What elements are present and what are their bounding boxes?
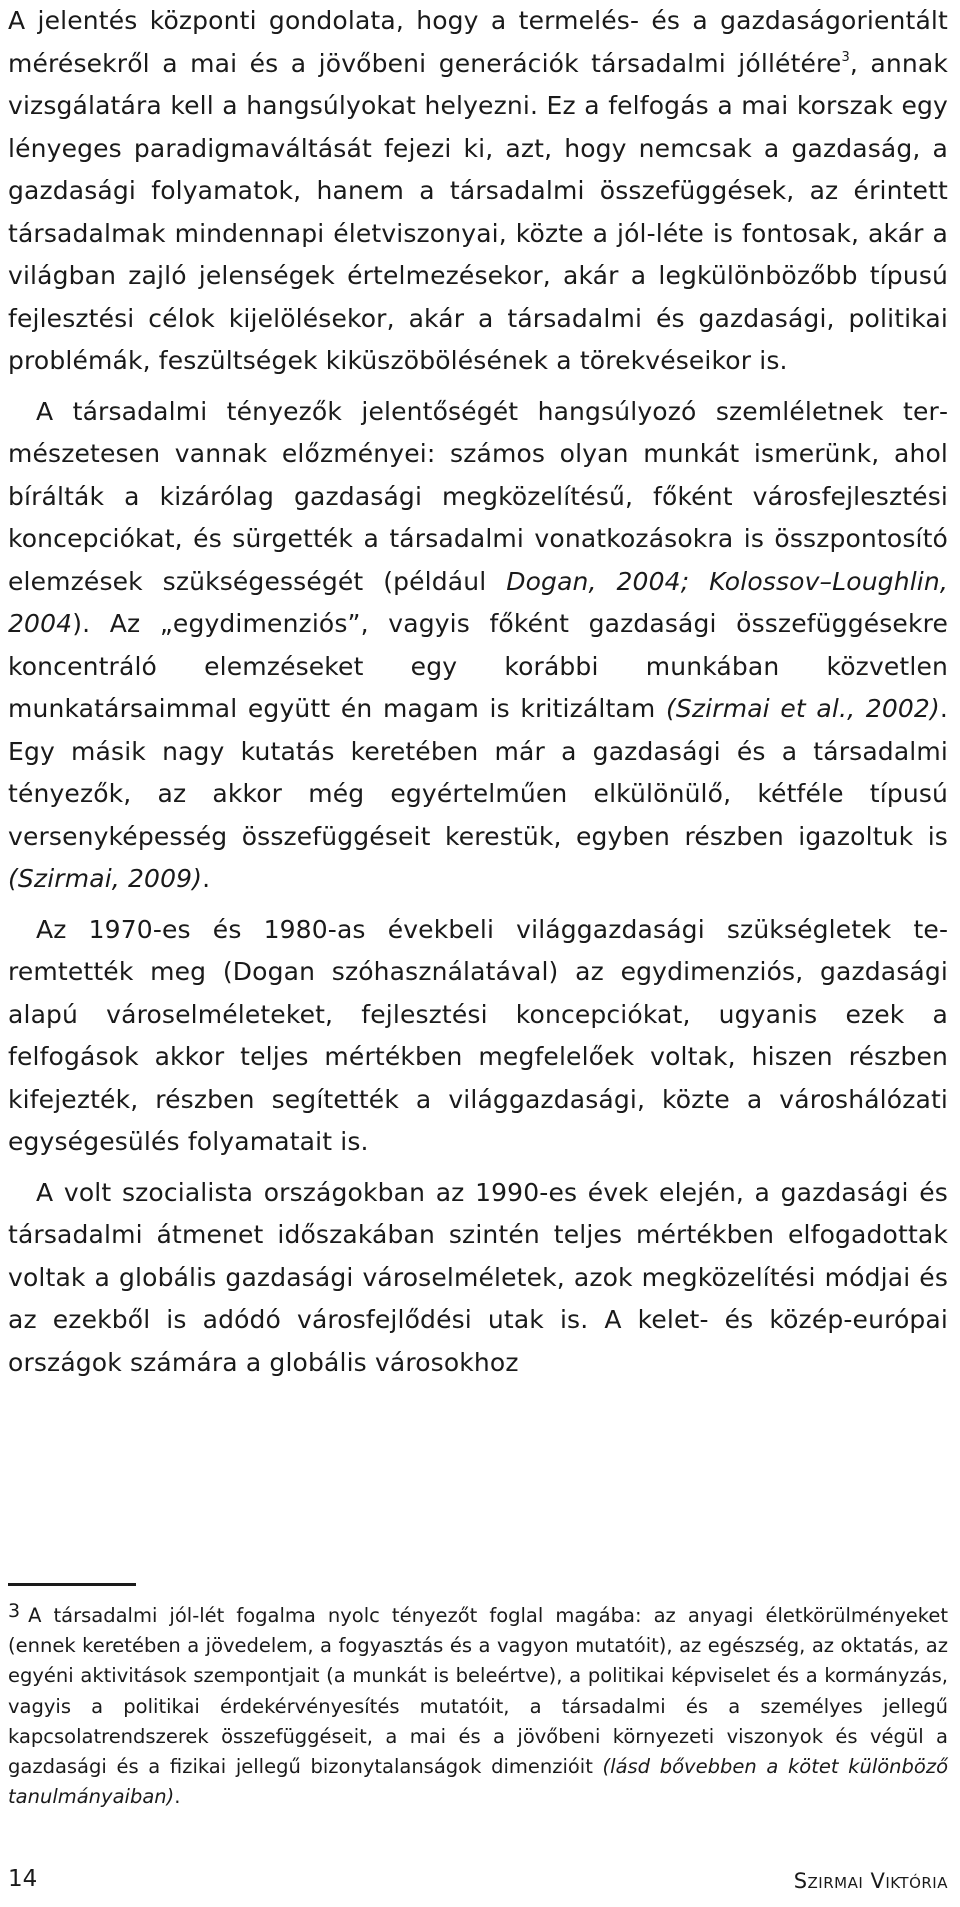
running-header-author: Szirmai Viktória	[793, 1869, 948, 1893]
footnote-text: A társadalmi jól-lét fogalma nyolc tényezőt foglal magába: az anyagi életkörülményeket (ennek keretében a jövedelem, a fogyasztás és a vagyon mutatóit), az egészség, az oktatás, az egyéni aktivitások szempontjait (a munkát is beleértve), a politikai képviselet és a kormányzás, vagyis a politikai érdekérvényesítés mutatóit, a társadalmi és a személyes jellegű kapcsolatrendszerek összefüggéseit, a mai és a jövőbeni környezeti viszonyok és végül a gazdasági és a fizikai jellegű bizonytalanságok dimenzióit	[8, 1604, 948, 1779]
page-number: 14	[8, 1866, 38, 1892]
paragraph-3: Az 1970-es és 1980-as évekbeli világgazdasági szükségletek teremtették meg (Dogan szóhasználatával) az egydimenziós, gazdasági alapú városelméleteket, fejlesztési koncepciókat, ugyanis ezek a felfogások akkor teljes mértékben megfelelőek voltak, hiszen részben kifejezték, részben segítették a világgazdasági, közte a városhálózati egységesülés folyamatait is.	[8, 914, 948, 1156]
footnote: 3 A társadalmi jól-lét fogalma nyolc tényezőt foglal magába: az anyagi életkörülményeket (ennek keretében a jövedelem, a fogyasztás és a vagyon mutatóit), az egészség, az oktatás, az egyéni aktivitások szempontjait (a munkát is beleértve), a politikai képviselet és a kormányzás, vagyis a politikai érdekérvényesítés mutatóit, a társadalmi és a személyes jellegű kapcsolatrendszerek összefüggéseit, a mai és a jövőbeni környezeti viszonyok és végül a gazdasági és a fizikai jellegű bizonytalanságok dimenzióit (lásd bővebben a kötet különböző tanulmányaiban).	[8, 1600, 949, 1809]
paragraph-1: A jelentés központi gondolata, hogy a termelés- és a gazdaságorientált mérésekről a mai és a jövőbeni generációk társadalmi jóllétére$^3$, annak vizsgálatára kell a hangsúlyokat helyezni. Ez a felfogás a mai korszak egy lényeges paradigmaváltását fejezi ki, azt, hogy nemcsak a gazdaság, a gazdasági folyamatok, hanem a társadalmi összefüggések, az érintett társadalmak mindennapi életviszonyai, közte a jól-léte is fontosak, akár a világban zajló jelenségek értelmezésekor, akár a legkülönbözőbb típusú fejlesztési célok kijelölésekor, akár a társadalmi és gazdasági, politikai problémák, feszültségek kiküszöbölésének a törekvéseikor is.	[8, 6, 948, 375]
footnote-reference[interactable]: 3	[841, 49, 850, 65]
body-text	[8, 0, 948, 1384]
paragraph-2: A társadalmi tényezők jelentőségét hangsúlyozó szemléletnek természetesen vannak előzményei: számos olyan munkát ismerünk, ahol bírálták a kizárólag gazdasági megközelítésű, főként városfejlesztési koncepciókat, és sürgették a társadalmi vonatkozásokra is összpontosító elemzések szükségességét (például Dogan, 2004; Kolossov–Loughlin, 2004). Az „egydimenziós”, vagyis főként gazdasági összefüggésekre koncentráló elemzéseket egy korábbi munkában közvetlen munkatársaimmal együtt én magam is kritizáltam (Szirmai et al., 2002). Egy másik nagy kutatás keretében már a gazdasági és a társadalmi tényezők, az akkor még egyértelműen elkülönülő, kétféle típusú versenyképesség összefüggéseit kerestük, egyben részben igazoltuk is (Szirmai, 2009).	[8, 396, 948, 893]
footnote-number: 3	[8, 1600, 21, 1622]
citation: (Szirmai et al., 2002)	[665, 694, 940, 723]
paragraph-4: A volt szocialista országokban az 1990-es évek elején, a gazdasági és társadalmi átmenet időszakában szintén teljes mértékben elfogadottak voltak a globális gazdasági városelméletek, azok megközelítési módjai és az ezekből is adódó városfejlődési utak is. A kelet- és közép-európai országok számára a globális városokhoz	[8, 1177, 948, 1377]
citation: Dogan, 2004; Kolossov–Loughlin, 2004	[8, 566, 948, 638]
footnote-reference-note: (lásd bővebben a kötet különböző tanulmányaiban)	[8, 1755, 949, 1809]
citation: (Szirmai, 2009)	[8, 864, 203, 893]
footnote-divider	[8, 1583, 136, 1586]
